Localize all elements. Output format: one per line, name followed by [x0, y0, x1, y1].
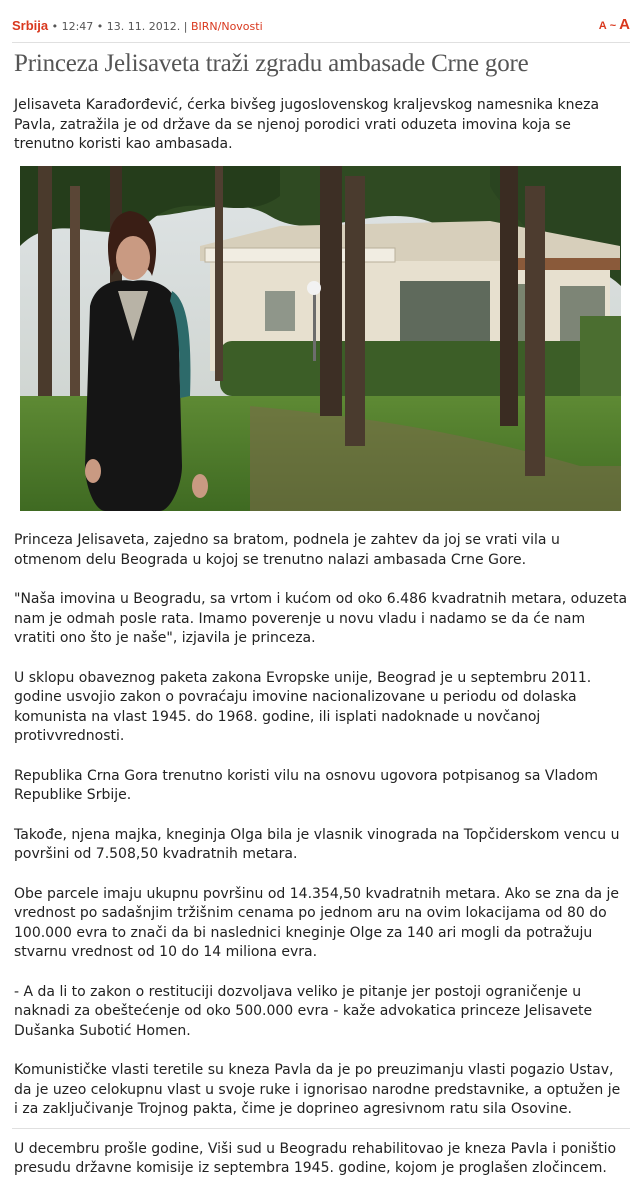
source-link[interactable]: BIRN/Novosti: [190, 20, 263, 33]
font-increase-button[interactable]: A: [619, 16, 630, 33]
article-paragraph: Republika Crna Gora trenutno koristi vilu na osnovu ugovora potpisanog sa Vladom Republike Srbije.: [14, 767, 599, 803]
article-meta: [12, 18, 630, 40]
footer-divider: [12, 1128, 630, 1129]
category-link[interactable]: Srbija: [12, 18, 49, 33]
article-photo-illustration: [20, 166, 621, 511]
article-paragraph: U decembru prošle godine, Viši sud u Beogradu rehabilitovao je kneza Pavla i poništio presudu državne komisije iz septembra 1945. godine, kojom je proglašen zločincem.: [14, 1140, 617, 1176]
article-paragraph: U sklopu obaveznog paketa zakona Evropske unije, Beograd je u septembru 2011. godine usvojio zakon o povraćaju imovine nacionalizovane u periodu od dolaska komunista na vlast 1945. do 1968. godine, ili isplati nadoknade u novčanoj protivvrednosti.: [14, 669, 592, 744]
article-paragraph: "Naša imovina u Beogradu, sa vrtom i kućom od oko 6.486 kvadratnih metara, oduzeta nam je odmah posle rata. Imamo poverenje u novu vladu i nadamo se da će nam vratiti ono što je naše", izjavila je princeza.: [14, 591, 628, 646]
font-decrease-button[interactable]: A: [598, 20, 607, 32]
font-size-separator: ~: [609, 20, 617, 32]
article-paragraph: Princeza Jelisaveta, zajedno sa bratom, podnela je zahtev da joj se vrati vila u otmenom delu Beograda u kojoj se trenutno nalazi ambasada Crne Gore.: [14, 532, 560, 568]
article-body: [14, 531, 628, 1199]
header-divider: [12, 42, 630, 43]
article-paragraph: Takođe, njena majka, kneginja Olga bila je vlasnik vinograda na Topčiderskom vencu u površini od 7.508,50 kvadratnih metara.: [14, 826, 620, 862]
article-paragraph: Obe parcele imaju ukupnu površinu od 14.354,50 kvadratnih metara. Ako se zna da je vrednost po sadašnjim tržišnim cenama po jednom aru na ovim lokacijama od 80 do 100.000 evra to znači da bi naslednici kneginje Olge za 140 ari mogli da potražuju stvarnu vrednost od 10 do 14 miliona evra.: [14, 885, 620, 960]
article-title: Princeza Jelisaveta traži zgradu ambasade Crne gore: [14, 50, 529, 77]
article-paragraph: - A da li to zakon o restituciji dozvoljava veliko je pitanje jer postoji ograničenje u naknadi za obeštećenje od oko 500.000 evra - kaže advokatica princeze Jelisavete Dušanka Subotić Homen.: [14, 983, 593, 1039]
article-paragraph: Komunističke vlasti teretile su kneza Pavla da je po preuzimanju vlasti pogazio Ustav, da je uzeo celokupnu vlast u svoje ruke i ignorisao narodne predstavnike, a optužen je i za zaključivanje Trojnog pakta, čime je doprineo agresivnom ratu sila Osovine.: [14, 1062, 621, 1117]
font-size-controls: [599, 16, 630, 33]
article-lead: Jelisaveta Karađorđević, ćerka bivšeg jugoslovenskog kraljevskog namesnika kneza Pavla, zatražila je od države da se njenoj porodici vrati oduzeta imovina koja se trenutno koristi kao ambasada.: [14, 97, 600, 152]
article-photo: [20, 166, 621, 511]
article-datetime: • 12:47 • 13. 11. 2012. |: [48, 20, 191, 33]
